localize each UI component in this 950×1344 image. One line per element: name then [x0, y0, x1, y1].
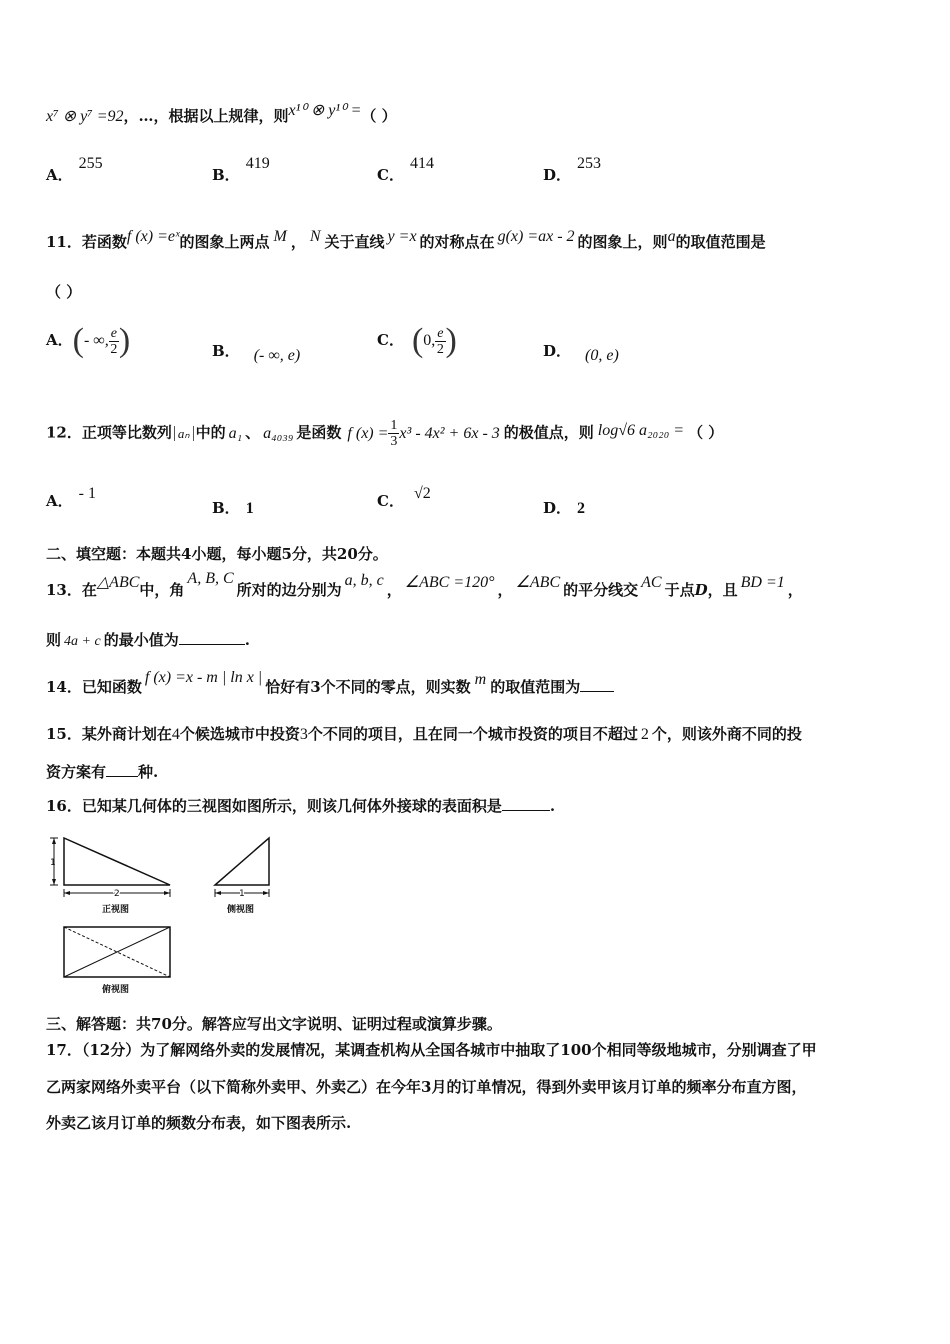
q17-line2: 乙两家网络外卖平台（以下简称外卖甲、外卖乙）在今年3月的订单情况，得到外卖甲该月订单的频率分布直方图，: [46, 1078, 807, 1096]
front-view-label: 正视图: [102, 905, 130, 915]
q11-option-a[interactable]: A．(- ∞, $\frac{e}{2}$ ): [46, 322, 131, 359]
dim-side-label: 1: [239, 889, 245, 899]
q11-option-c[interactable]: C． (0, $\frac{e}{2}$ ): [377, 322, 457, 359]
q10-option-a[interactable]: A．255: [46, 155, 103, 184]
q10-line: x⁷ ⊗ y⁷ =92，…，根据以上规律，则x¹⁰ ⊗ y¹⁰ =（ ）: [46, 102, 397, 125]
section-3-heading: 三、解答题：共70分。解答应写出文字说明、证明过程或演算步骤。: [46, 1015, 502, 1033]
q11-paren: （ ）: [46, 283, 82, 301]
q15-stem: 15．某外商计划在4个候选城市中投资3个不同的项目，且在同一个城市投资的项目不超过 2 个，则该外商不同的投: [46, 725, 802, 743]
q10-option-d[interactable]: D．253: [543, 155, 602, 184]
three-view-figure: [40, 828, 280, 998]
q10-option-c[interactable]: C．414: [377, 155, 434, 184]
front-view-triangle: [64, 838, 170, 885]
q11-option-d[interactable]: D． (0, e): [543, 342, 619, 364]
q12-option-b[interactable]: B． 1: [212, 499, 254, 517]
q10-ask: x¹⁰ ⊗ y¹⁰ =: [288, 102, 362, 119]
q10-expr: x⁷ ⊗ y⁷ =92: [46, 108, 124, 125]
side-view-label: 侧视图: [227, 905, 255, 915]
q11-stem: 11．若函数f (x) =eˣ的图象上两点 M ， N 关于直线 y =x 的对称点在 g(x) =ax - 2 的图象上，则a的取值范围是: [46, 228, 766, 251]
q13-line2: 则 4a + c 的最小值为 .: [46, 631, 250, 649]
q17-line3: 外卖乙该月订单的频数分布表，如下图表所示.: [46, 1114, 352, 1132]
q11-option-b[interactable]: B． (- ∞, e): [212, 342, 301, 364]
side-view-triangle: [215, 838, 269, 885]
q16-stem: 16．已知某几何体的三视图如图所示，则该几何体外接球的表面积是 .: [46, 797, 556, 815]
q12-option-d[interactable]: D． 2: [543, 499, 586, 517]
dim-width-label: 2: [114, 889, 120, 899]
q15-line2: 资方案有 种.: [46, 763, 159, 781]
q13-stem: 13．在△ABC中，角A, B, C所对的边分别为a, b, c， ∠ABC =120° ， ∠ABC 的平分线交 AC 于点D，且 BD =1 ，: [46, 570, 803, 599]
section-2-heading: 二、填空题：本题共4小题，每小题5分，共20分。: [46, 545, 388, 563]
q12-stem: 12．正项等比数列 aₙ 中的 a₁ 、 a₄₀₃₉ 是函数 f (x) = $\frac{1}{3}$ x³ - 4x² + 6x - 3 的极值点，则 log√6 a₂₀₂₀ = （ ）: [46, 418, 724, 449]
q14-stem: 14．已知函数f (x) =x - m | ln x |恰好有3个不同的零点，则实数 m 的取值范围为: [46, 677, 614, 698]
q12-option-a[interactable]: A． - 1: [46, 485, 96, 510]
top-view-label: 俯视图: [102, 985, 130, 995]
dim-height-label: 1: [50, 858, 56, 868]
q10-option-b[interactable]: B．419: [212, 155, 270, 184]
q17-line1: 17．（12分）为了解网络外卖的发展情况，某调查机构从全国各城市中抽取了100个相同等级地城市，分别调查了甲: [46, 1041, 817, 1059]
q12-option-c[interactable]: C． √2: [377, 485, 431, 510]
